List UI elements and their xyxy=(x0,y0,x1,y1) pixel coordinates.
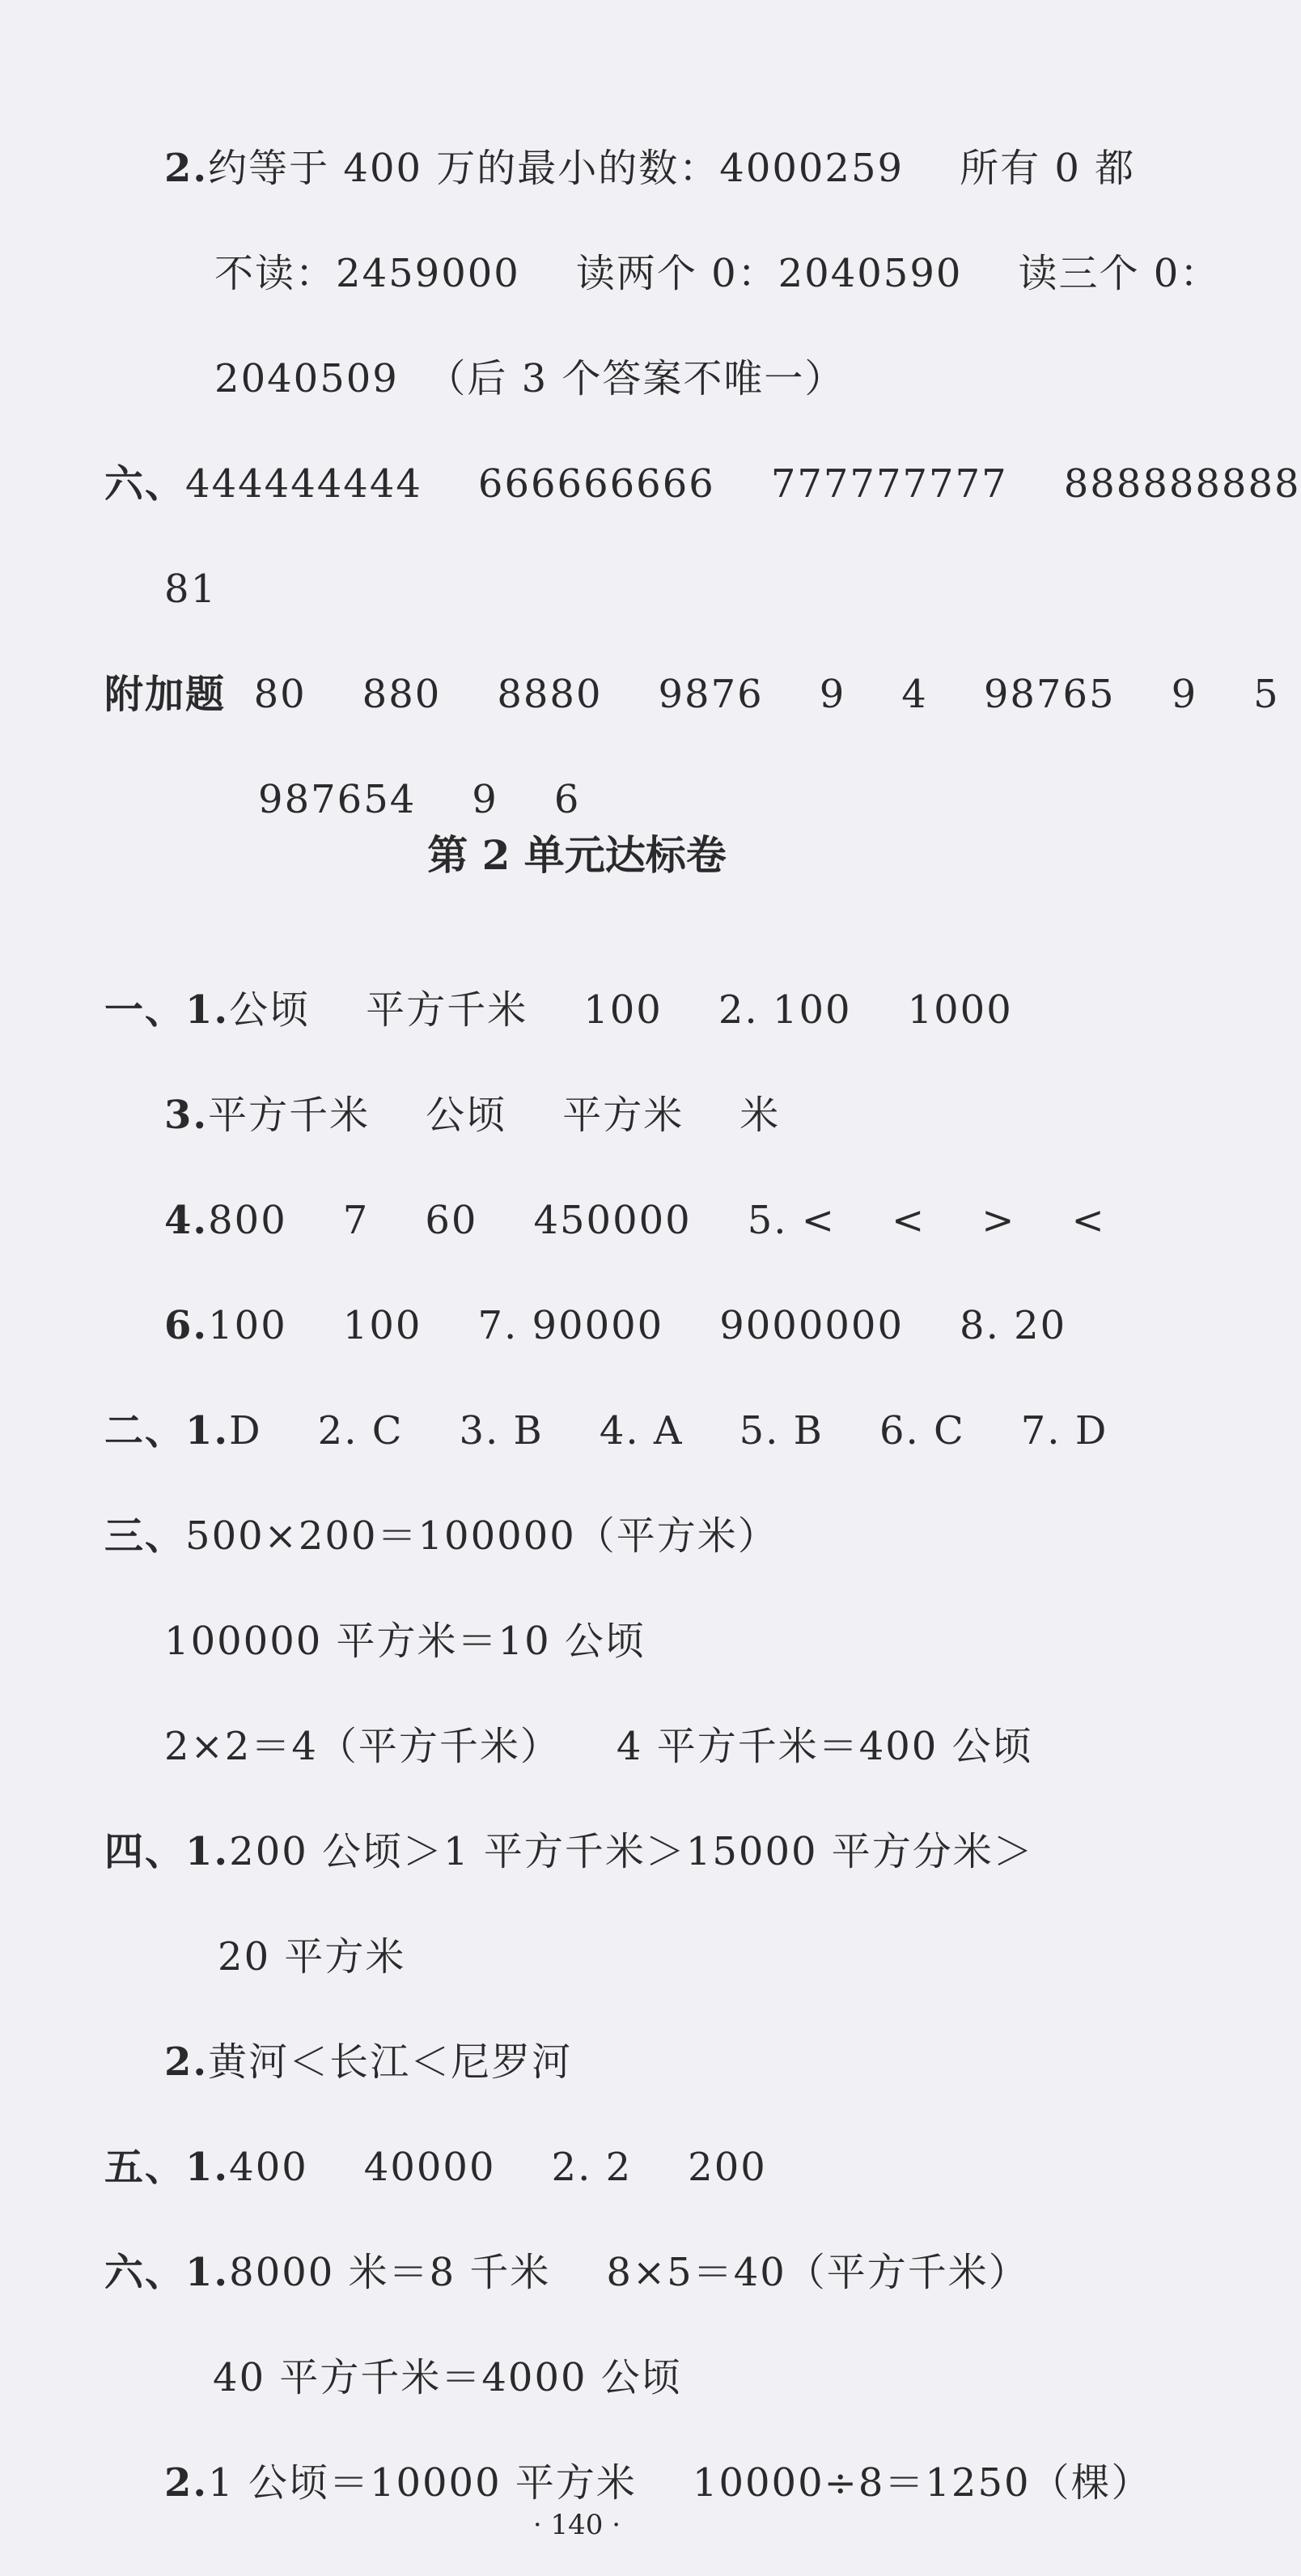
item-text: D 2. C 3. B 4. A 5. B 6. C 7. D xyxy=(229,1408,1108,1454)
section-title: 第 2 单元达标卷 xyxy=(427,831,727,879)
item-text: 8000 米＝8 千米 8×5＝40（平方千米） xyxy=(229,2250,1029,2295)
item-label: 2. xyxy=(164,2039,209,2085)
item-label: 六、1. xyxy=(104,2250,230,2295)
item-text: 987654 9 6 xyxy=(258,777,581,822)
item-text: 100000 平方米＝10 公顷 xyxy=(164,1619,646,1664)
item-label: 五、1. xyxy=(104,2145,230,2190)
item-text: 80 880 8880 9876 9 4 98765 9 5 xyxy=(253,672,1280,717)
answer-line xyxy=(49,411,1301,557)
item-label: 二、1. xyxy=(104,1408,230,1454)
page-number: · 140 · xyxy=(532,2509,621,2541)
item-label: 三、 xyxy=(104,1513,186,1559)
item-label: 2. xyxy=(164,2460,209,2506)
item-text: 公顷 平方千米 100 2. 100 1000 xyxy=(229,987,1013,1033)
item-text: 40 平方千米＝4000 公顷 xyxy=(213,2355,682,2400)
item-text: 2040509 （后 3 个答案不唯一） xyxy=(214,356,845,401)
item-label: 一、1. xyxy=(104,987,230,1033)
item-text: 黄河＜长江＜尼罗河 xyxy=(208,2039,573,2085)
item-text: 2×2＝4（平方千米） 4 平方千米＝400 公顷 xyxy=(164,1724,1033,1769)
item-text: 1 公顷＝10000 平方米 10000÷8＝1250（棵） xyxy=(208,2460,1152,2506)
item-text: 不读：2459000 读两个 0：2040590 读三个 0： xyxy=(214,251,1221,296)
item-text: 500×200＝100000（平方米） xyxy=(185,1513,778,1559)
item-label: 2. xyxy=(164,146,209,191)
item-label: 6. xyxy=(164,1303,209,1348)
item-text: 81 xyxy=(164,567,218,612)
item-text: 444444444 666666666 777777777 888888888 xyxy=(185,461,1301,507)
item-label: 六、 xyxy=(104,461,186,507)
item-text: 200 公顷＞1 平方千米＞15000 平方分米＞ xyxy=(229,1829,1034,1874)
item-label: 四、1. xyxy=(104,1829,230,1874)
item-text: 约等于 400 万的最小的数：4000259 所有 0 都 xyxy=(208,146,1136,191)
item-text: 400 40000 2. 2 200 xyxy=(229,2145,767,2190)
item-label: 3. xyxy=(164,1093,209,1138)
item-label: 附加题 xyxy=(104,672,227,717)
item-text: 100 100 7. 90000 9000000 8. 20 xyxy=(208,1303,1067,1348)
item-label: 4. xyxy=(164,1198,209,1243)
item-text: 平方千米 公顷 平方米 米 xyxy=(208,1093,781,1138)
item-text: 800 7 60 450000 5. < < > < xyxy=(208,1198,1106,1243)
item-text: 20 平方米 xyxy=(218,1934,406,1980)
